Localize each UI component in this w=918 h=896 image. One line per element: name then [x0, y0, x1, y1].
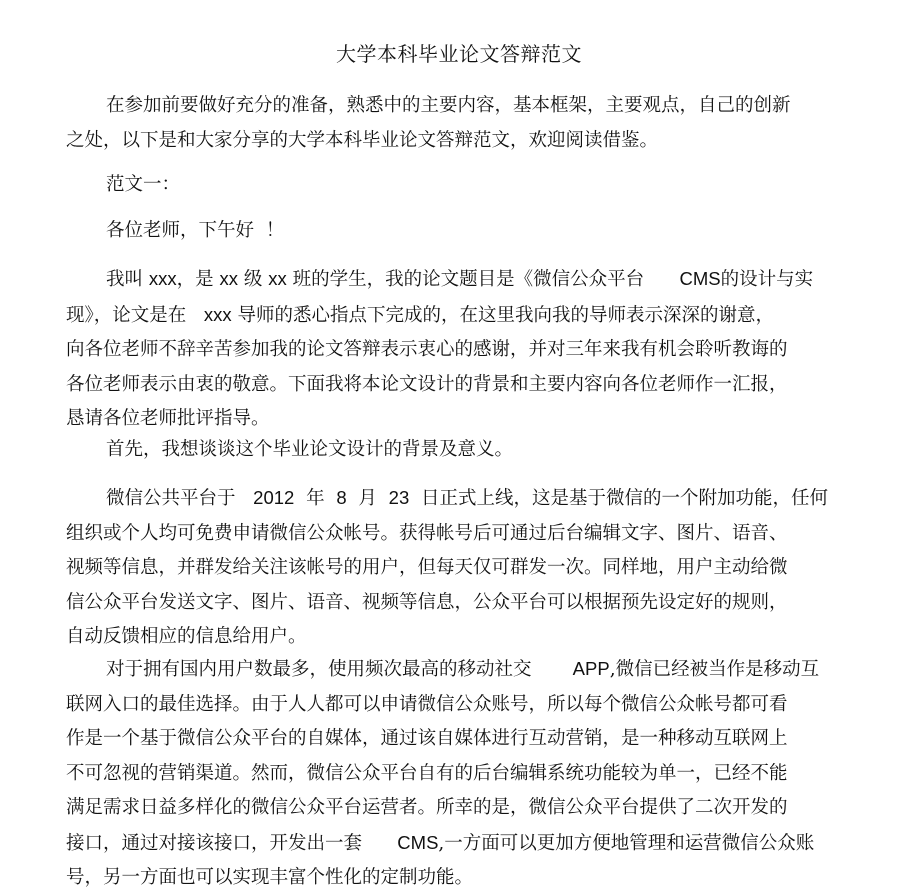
greeting-text: 各位老师，下午好 ！ [106, 220, 285, 241]
cms-term: CMS [397, 831, 439, 853]
background-heading [66, 433, 866, 468]
text-run: 班的学生，我的论文题目是《微信公众平台 [286, 269, 680, 290]
text-run: 年 [294, 488, 337, 509]
platform-line: 视频等信息，并群发给关注该帐号的用户，但每天仅可群发一次。同样地，用户主动给微 [66, 557, 788, 578]
sample-heading-text: 范文一： [106, 174, 181, 195]
background-heading-text: 首先，我想谈谈这个毕业论文设计的背景及意义。 [106, 439, 514, 460]
intro-paragraph [66, 89, 866, 158]
text-run: 级 [238, 269, 269, 290]
app-term: APP [572, 658, 610, 679]
users-line: 作是一个基于微信公众平台的自媒体，通过该自媒体进行互动营销，是一种移动互联网上 [66, 728, 788, 749]
text-run: 微信公共平台于 [106, 488, 254, 509]
self-intro-line [66, 262, 866, 298]
text-run: 现》，论文是在 [66, 304, 204, 326]
advisor-placeholder: xxx [203, 303, 232, 325]
document-title: 大学本科毕业论文答辩范文 [336, 42, 582, 66]
name-placeholder: xxx [148, 268, 177, 289]
day-value: 23 [388, 487, 410, 508]
self-intro-line [66, 298, 866, 334]
class-placeholder: xx [268, 268, 287, 289]
sample-heading [66, 168, 866, 203]
platform-line [66, 481, 866, 517]
text-run: 日正式上线，这是基于微信的一个附加功能，任何 [409, 488, 829, 509]
intro-line: 在参加前要做好充分的准备，熟悉中的主要内容，基本框架，主要观点，自己的创新 [106, 95, 791, 116]
platform-line: 组织或个人均可免费申请微信公众帐号。获得帐号后可通过后台编辑文字、图片、语音、 [66, 522, 788, 544]
text-run: 导师的悉心指点下完成的，在这里我向我的导师表示深深的谢意， [231, 304, 775, 326]
cms-term: CMS [679, 268, 721, 289]
text-run: ,微信已经被当作是移动互 [609, 659, 820, 680]
self-intro-paragraph [66, 262, 866, 437]
platform-line: 信公众平台发送文字、图片、语音、视频等信息，公众平台可以根据预先设定好的规则， [66, 591, 788, 613]
grade-placeholder: xx [219, 268, 239, 289]
intro-line: 之处，以下是和大家分享的大学本科毕业论文答辩范文，欢迎阅读借鉴。 [66, 129, 659, 151]
text-run: 我叫 [106, 269, 149, 290]
users-line [66, 826, 866, 862]
text-run: 接口，通过对接该接口，开发出一套 [66, 832, 398, 854]
text-run: ,一方面可以更加方便地管理和运营微信公众账 [438, 832, 815, 854]
text-run: 对于拥有国内用户数最多，使用频次最高的移动社交 [106, 659, 573, 680]
greeting-paragraph [66, 214, 866, 249]
users-paragraph [66, 652, 866, 896]
month-value: 8 [336, 487, 347, 508]
self-intro-line: 恳请各位老师批评指导。 [66, 408, 270, 429]
self-intro-line: 向各位老师不辞辛苦参加我的论文答辩表示衷心的感谢，并对三年来我有机会聆听教诲的 [66, 339, 788, 360]
text-run: 的设计与实 [720, 269, 814, 290]
self-intro-line: 各位老师表示由衷的敬意。下面我将本论文设计的背景和主要内容向各位老师作一汇报， [66, 373, 788, 395]
users-line [66, 652, 866, 688]
users-line: 号，另一方面也可以实现丰富个性化的定制功能。 [66, 867, 474, 888]
platform-line: 自动反馈相应的信息给用户。 [66, 626, 307, 647]
text-run: ，是 [176, 269, 220, 290]
users-line: 不可忽视的营销渠道。然而，微信公众平台自有的后台编辑系统功能较为单一，已经不能 [66, 762, 788, 784]
text-run: 月 [346, 488, 389, 509]
platform-paragraph [66, 481, 866, 655]
users-line: 联网入口的最佳选择。由于人人都可以申请微信公众账号，所以每个微信公众帐号都可看 [66, 693, 788, 715]
users-line: 满足需求日益多样化的微信公众平台运营者。所幸的是，微信公众平台提供了二次开发的 [66, 797, 788, 818]
year-value: 2012 [253, 487, 295, 508]
